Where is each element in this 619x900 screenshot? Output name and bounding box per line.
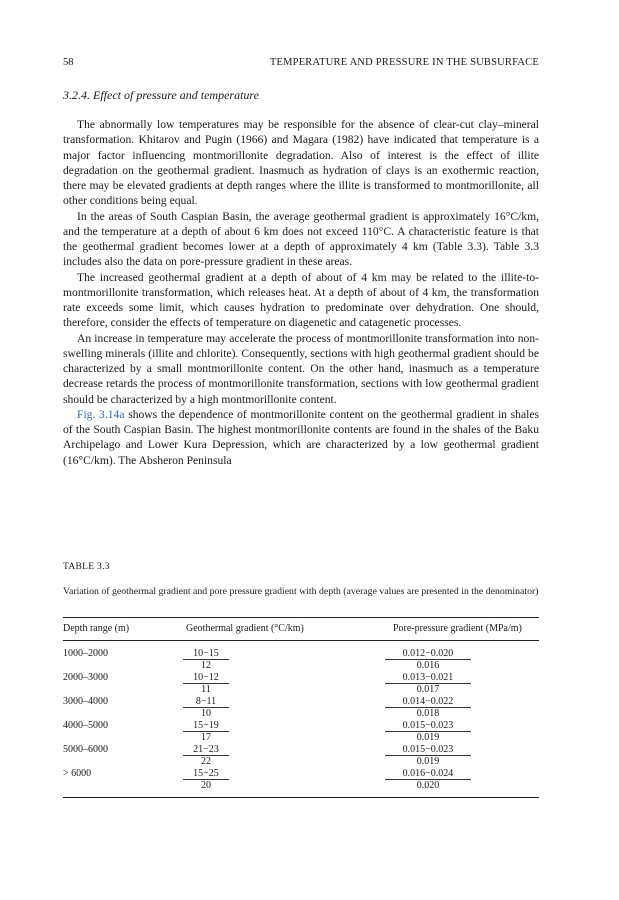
geothermal-average: 11 bbox=[201, 684, 211, 695]
table-row bbox=[63, 720, 539, 746]
cell-pore-pressure bbox=[385, 720, 471, 744]
pore-range: 0.016−0.024 bbox=[385, 768, 471, 780]
geothermal-range: 15−25 bbox=[183, 768, 229, 780]
table-top-rule bbox=[63, 617, 539, 618]
geothermal-range: 8−11 bbox=[183, 696, 229, 708]
cell-geothermal bbox=[183, 744, 229, 768]
pore-average: 0.017 bbox=[416, 684, 440, 695]
header-geothermal: Geothermal gradient (°C/km) bbox=[186, 623, 304, 634]
cell-geothermal bbox=[183, 672, 229, 696]
cell-pore-pressure bbox=[385, 696, 471, 720]
cell-depth: 5000–6000 bbox=[63, 744, 108, 755]
paragraph-2: In the areas of South Caspian Basin, the average geothermal gradient is approximately 16°C/km, and the temperature at a depth of about 6 km does not exceed 110°C. A characteristic feature is that the geothermal gradient becomes lower at a depth of approximately 4 km (Table 3.3). Table 3.3 includes also the data on pore-pressure gradient in these areas. bbox=[63, 209, 539, 269]
pore-range: 0.014−0.022 bbox=[385, 696, 471, 708]
table-label: TABLE 3.3 bbox=[63, 562, 110, 572]
geothermal-range: 10−12 bbox=[183, 672, 229, 684]
cell-depth: 1000–2000 bbox=[63, 648, 108, 659]
page-number: 58 bbox=[63, 57, 74, 68]
pore-average: 0.020 bbox=[416, 780, 440, 791]
table-header-rule bbox=[63, 640, 539, 641]
running-title: TEMPERATURE AND PRESSURE IN THE SUBSURFACE bbox=[269, 57, 539, 68]
cell-geothermal bbox=[183, 696, 229, 720]
running-head bbox=[63, 57, 539, 68]
table-row bbox=[63, 744, 539, 770]
paragraph-3: The increased geothermal gradient at a depth of about of 4 km may be related to the illite-to-montmorillonite transformation, which releases heat. At a depth of about of 4 km, the transformation rate exceeds some limit, which causes hydration to predominate over dehydration. One should, therefore, consider the effects of temperature on diagenetic and catagenetic processes. bbox=[63, 270, 539, 330]
geothermal-average: 10 bbox=[201, 708, 211, 719]
paragraph-5-text: shows the dependence of montmorillonite content on the geothermal gradient in shales of the South Caspian Basin. The highest montmorillonite contents are found in the shales of the Baku Archipelago and Lower Kura Depression, which are characterized by a low geothermal gradient (16°C/km). The Absheron Peninsula bbox=[63, 407, 540, 467]
cell-depth: > 6000 bbox=[63, 768, 92, 779]
pore-average: 0.019 bbox=[416, 756, 440, 767]
cell-depth: 4000–5000 bbox=[63, 720, 108, 731]
paragraph-4: An increase in temperature may accelerate the process of montmorillonite transformation into non-swelling minerals (illite and chlorite). Consequently, sections with high geothermal gradient should be characterized by a small montmorillonite content. On the other hand, inasmuch as a temperature decrease retards the process of montmorillonite transformation, sections with low geothermal gradient should be characterized by a high montmorillonite content. bbox=[63, 331, 539, 406]
paragraph-5 bbox=[63, 407, 539, 468]
geothermal-range: 15−19 bbox=[183, 720, 229, 732]
geothermal-average: 20 bbox=[201, 780, 211, 791]
table-row bbox=[63, 648, 539, 674]
geothermal-average: 22 bbox=[201, 756, 211, 767]
cell-pore-pressure bbox=[385, 744, 471, 768]
pore-range: 0.013−0.021 bbox=[385, 672, 471, 684]
cell-depth: 3000–4000 bbox=[63, 696, 108, 707]
figure-link[interactable]: Fig. 3.14a bbox=[77, 407, 125, 421]
cell-pore-pressure bbox=[385, 672, 471, 696]
cell-pore-pressure bbox=[385, 648, 471, 672]
header-pore-pressure: Pore-pressure gradient (MPa/m) bbox=[393, 623, 522, 634]
pore-average: 0.019 bbox=[416, 732, 440, 743]
table-row bbox=[63, 672, 539, 698]
cell-depth: 2000–3000 bbox=[63, 672, 108, 683]
pore-range: 0.012−0.020 bbox=[385, 648, 471, 660]
pore-average: 0.018 bbox=[416, 708, 440, 719]
cell-pore-pressure bbox=[385, 768, 471, 792]
pore-range: 0.015−0.023 bbox=[385, 720, 471, 732]
geothermal-average: 17 bbox=[201, 732, 211, 743]
header-depth: Depth range (m) bbox=[63, 623, 130, 634]
section-heading: 3.2.4. Effect of pressure and temperature bbox=[63, 88, 259, 102]
geothermal-range: 21−23 bbox=[183, 744, 229, 756]
cell-geothermal bbox=[183, 768, 229, 792]
table-row bbox=[63, 696, 539, 722]
pore-average: 0.016 bbox=[416, 660, 440, 671]
table-caption: Variation of geothermal gradient and pore pressure gradient with depth (average values are presented in the denominator) bbox=[63, 586, 539, 597]
pore-range: 0.015−0.023 bbox=[385, 744, 471, 756]
cell-geothermal bbox=[183, 648, 229, 672]
geothermal-average: 12 bbox=[201, 660, 211, 671]
table-row bbox=[63, 768, 539, 794]
cell-geothermal bbox=[183, 720, 229, 744]
body-text bbox=[63, 117, 539, 468]
geothermal-range: 10−15 bbox=[183, 648, 229, 660]
paragraph-1: The abnormally low temperatures may be responsible for the absence of clear-cut clay–mineral transformation. Khitarov and Pugin (1966) and Magara (1982) have indicated that temperature is a major factor influencing montmorillonite degradation. Also of interest is the effect of illite degradation on the geothermal gradient. Inasmuch as hydration of clays is an exothermic reaction, there may be elevated gradients at depth ranges where the illite is transformed to montmorillonite, all other conditions being equal. bbox=[63, 118, 539, 208]
table-bottom-rule bbox=[63, 797, 539, 798]
